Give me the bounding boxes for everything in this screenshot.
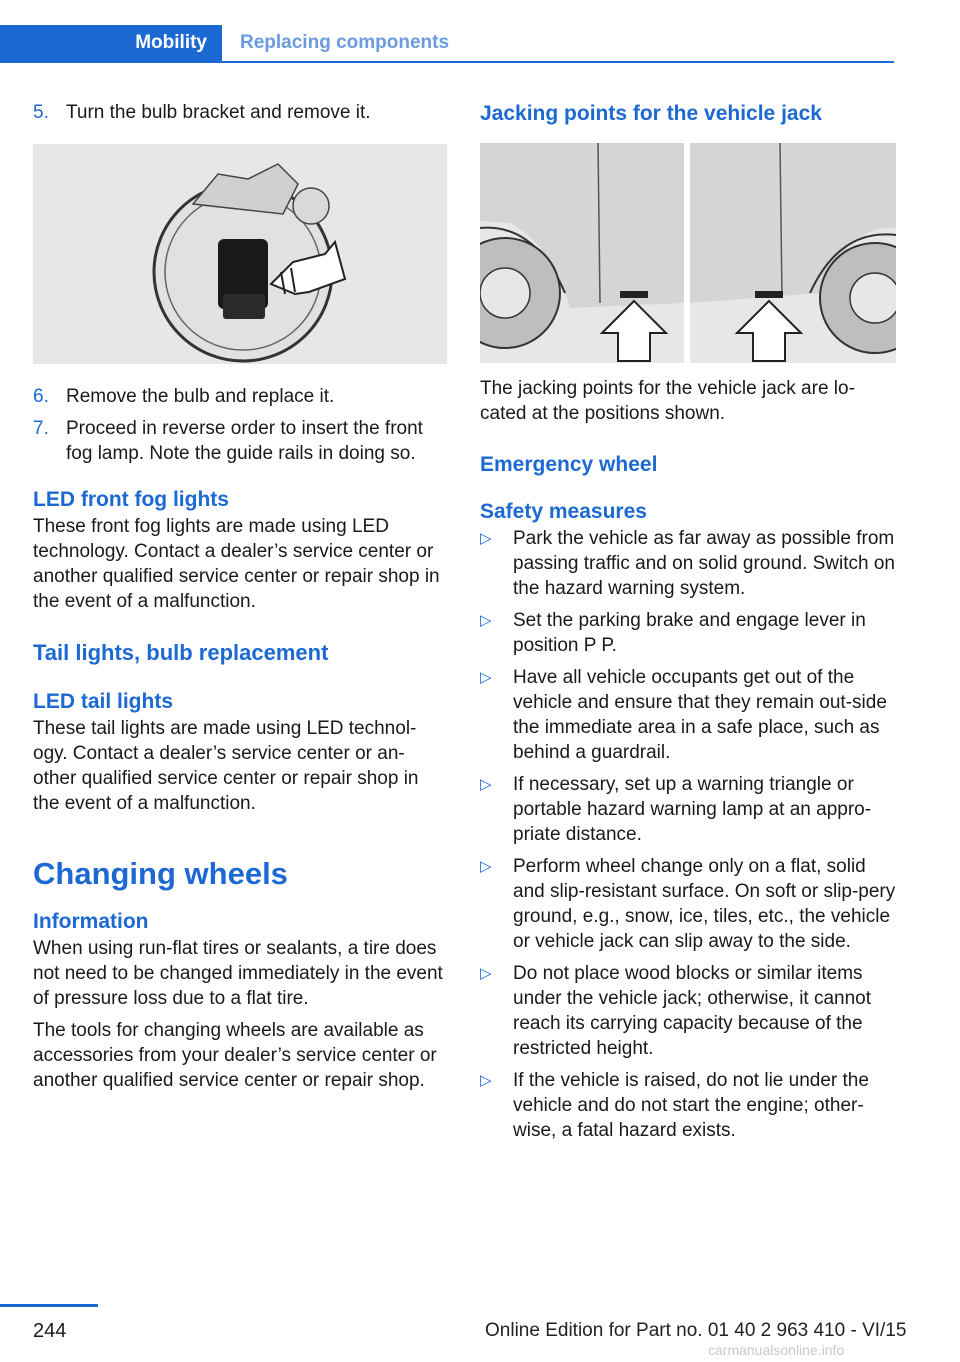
triangle-bullet-icon: ▷ — [480, 530, 492, 547]
step-6 — [33, 384, 447, 409]
step-number: 7. — [33, 418, 49, 439]
emergency-wheel-heading: Emergency wheel — [480, 453, 658, 476]
step-text: Proceed in reverse order to insert the front fog lamp. Note the guide rails in doing so. — [66, 418, 423, 464]
information-heading: Information — [33, 910, 149, 933]
triangle-bullet-icon: ▷ — [480, 858, 492, 875]
jacking-points-text: The jacking points for the vehicle jack are lo‐cated at the positions shown. — [480, 378, 855, 424]
step-7 — [33, 416, 447, 466]
step-number: 5. — [33, 102, 49, 123]
bullet-text: If necessary, set up a warning triangle or portable hazard warning lamp at an appro‐priate distance. — [513, 774, 872, 845]
left-column — [33, 100, 447, 1093]
step-number: 6. — [33, 386, 49, 407]
led-fog-heading: LED front fog lights — [33, 488, 229, 511]
tab-mobility-label: Mobility — [135, 32, 207, 53]
jacking-points-illustration — [480, 143, 896, 363]
list-item — [480, 665, 896, 765]
list-item — [480, 772, 896, 847]
changing-wheels-heading: Changing wheels — [33, 856, 288, 891]
fog-lamp-illustration — [33, 144, 447, 364]
step-5 — [33, 100, 447, 125]
page-number: 244 — [33, 1320, 67, 1342]
bullet-text: Do not place wood blocks or similar items under the vehicle jack; otherwise, it cannot reach its carrying capacity because of the restricted height. — [513, 963, 872, 1059]
triangle-bullet-icon: ▷ — [480, 776, 492, 793]
safety-measures-heading: Safety measures — [480, 500, 647, 523]
header-tabbar — [0, 25, 894, 63]
list-item — [480, 854, 896, 954]
led-tail-heading: LED tail lights — [33, 690, 174, 713]
list-item — [480, 961, 896, 1061]
bullet-text: Have all vehicle occupants get out of the vehicle and ensure that they remain out‐side the immediate area in a safe place, such as behind a guardrail. — [513, 667, 887, 763]
bullet-text: If the vehicle is raised, do not lie under the vehicle and do not start the engine; other‐wise, a fatal hazard exists. — [513, 1070, 869, 1141]
list-item — [480, 526, 896, 601]
led-fog-text: These front fog lights are made using LED technology. Contact a dealer’s service center or another qualified service center or repair shop in the event of a malfunction. — [33, 516, 440, 612]
footer-divider — [0, 1304, 98, 1307]
triangle-bullet-icon: ▷ — [480, 669, 492, 686]
fog-lamp-bracket-image — [33, 144, 447, 364]
list-item — [480, 1068, 896, 1143]
step-text: Remove the bulb and replace it. — [66, 386, 335, 407]
information-text-2: The tools for changing wheels are available as accessories from your dealer’s service center or another qualified service center or repair shop. — [33, 1020, 437, 1091]
right-column — [480, 100, 896, 1143]
jacking-points-image — [480, 143, 896, 363]
bullet-text: Park the vehicle as far away as possible from passing traffic and on solid ground. Switch on the hazard warning system. — [513, 528, 895, 599]
triangle-bullet-icon: ▷ — [480, 965, 492, 982]
bullet-text: Set the parking brake and engage lever in position P P. — [513, 610, 866, 656]
step-text: Turn the bulb bracket and remove it. — [66, 102, 371, 123]
list-item — [480, 608, 896, 658]
safety-measures-list — [480, 526, 896, 1143]
information-text-1: When using run-flat tires or sealants, a tire does not need to be changed immediately in the event of pressure loss due to a flat tire. — [33, 938, 443, 1009]
online-edition-note: Online Edition for Part no. 01 40 2 963 410 - VI/15 — [485, 1320, 907, 1341]
triangle-bullet-icon: ▷ — [480, 612, 492, 629]
tab-mobility[interactable] — [0, 25, 222, 61]
led-tail-text: These tail lights are made using LED technol‐ogy. Contact a dealer’s service center or an‐other qualified service center or repair shop in the event of a malfunction. — [33, 718, 419, 814]
tab-replacing-components[interactable]: Replacing components — [240, 32, 450, 53]
site-watermark: carmanualsonline.info — [708, 1342, 845, 1358]
tail-lights-heading: Tail lights, bulb replacement — [33, 640, 329, 665]
triangle-bullet-icon: ▷ — [480, 1072, 492, 1089]
jacking-points-heading: Jacking points for the vehicle jack — [480, 102, 822, 125]
bullet-text: Perform wheel change only on a flat, solid and slip-resistant surface. On soft or slip‐pery ground, e.g., snow, ice, tiles, etc., the vehicle or vehicle jack can slip away to the side. — [513, 856, 896, 952]
